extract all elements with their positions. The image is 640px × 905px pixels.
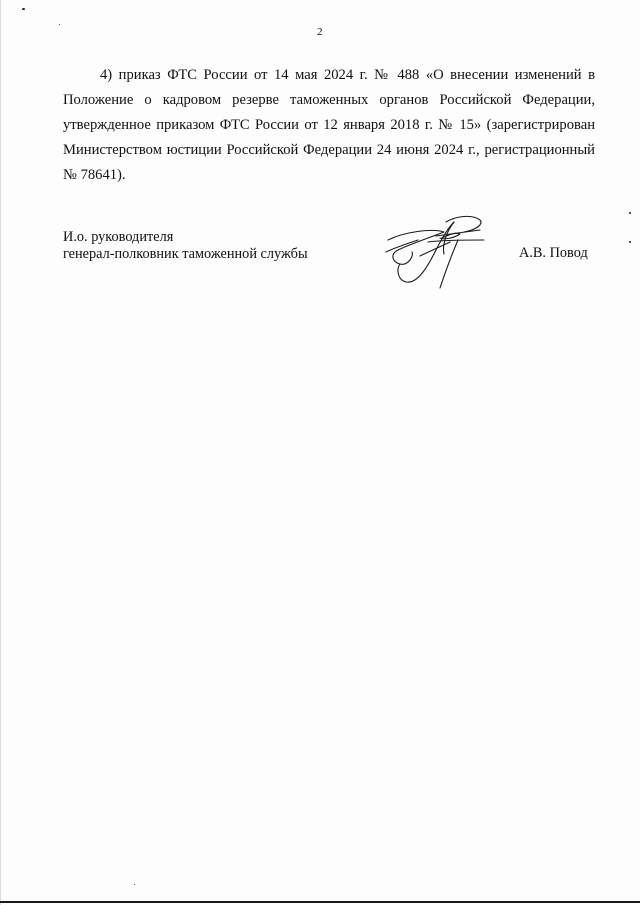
handwritten-signature-icon <box>384 210 494 294</box>
signatory-position-line-1: И.о. руководителя <box>63 229 174 245</box>
signatory-name: А.В. Повод <box>519 245 588 261</box>
scan-speck <box>22 8 25 10</box>
signatory-position-line-2: генерал-полковник таможенной службы <box>63 246 308 262</box>
scan-speck <box>134 884 135 885</box>
scan-speck <box>629 212 631 214</box>
page-edge <box>0 0 1 905</box>
signatory-position <box>63 229 308 263</box>
order-paragraph: 4) приказ ФТС России от 14 мая 2024 г. № 488 «О внесении изменений в Положение о кадровом резерве таможенных органов Российской Федерации, утвержденное приказом ФТС России от 12 января 2018 г. № 15» (зарегистрирован Министерством юстиции Российской Федерации 24 июня 2024 г., регистрационный № 78641). <box>63 67 595 183</box>
scan-speck <box>629 241 631 243</box>
page-bottom-border <box>0 901 640 903</box>
scan-speck <box>59 24 60 25</box>
page-number: 2 <box>317 26 323 38</box>
